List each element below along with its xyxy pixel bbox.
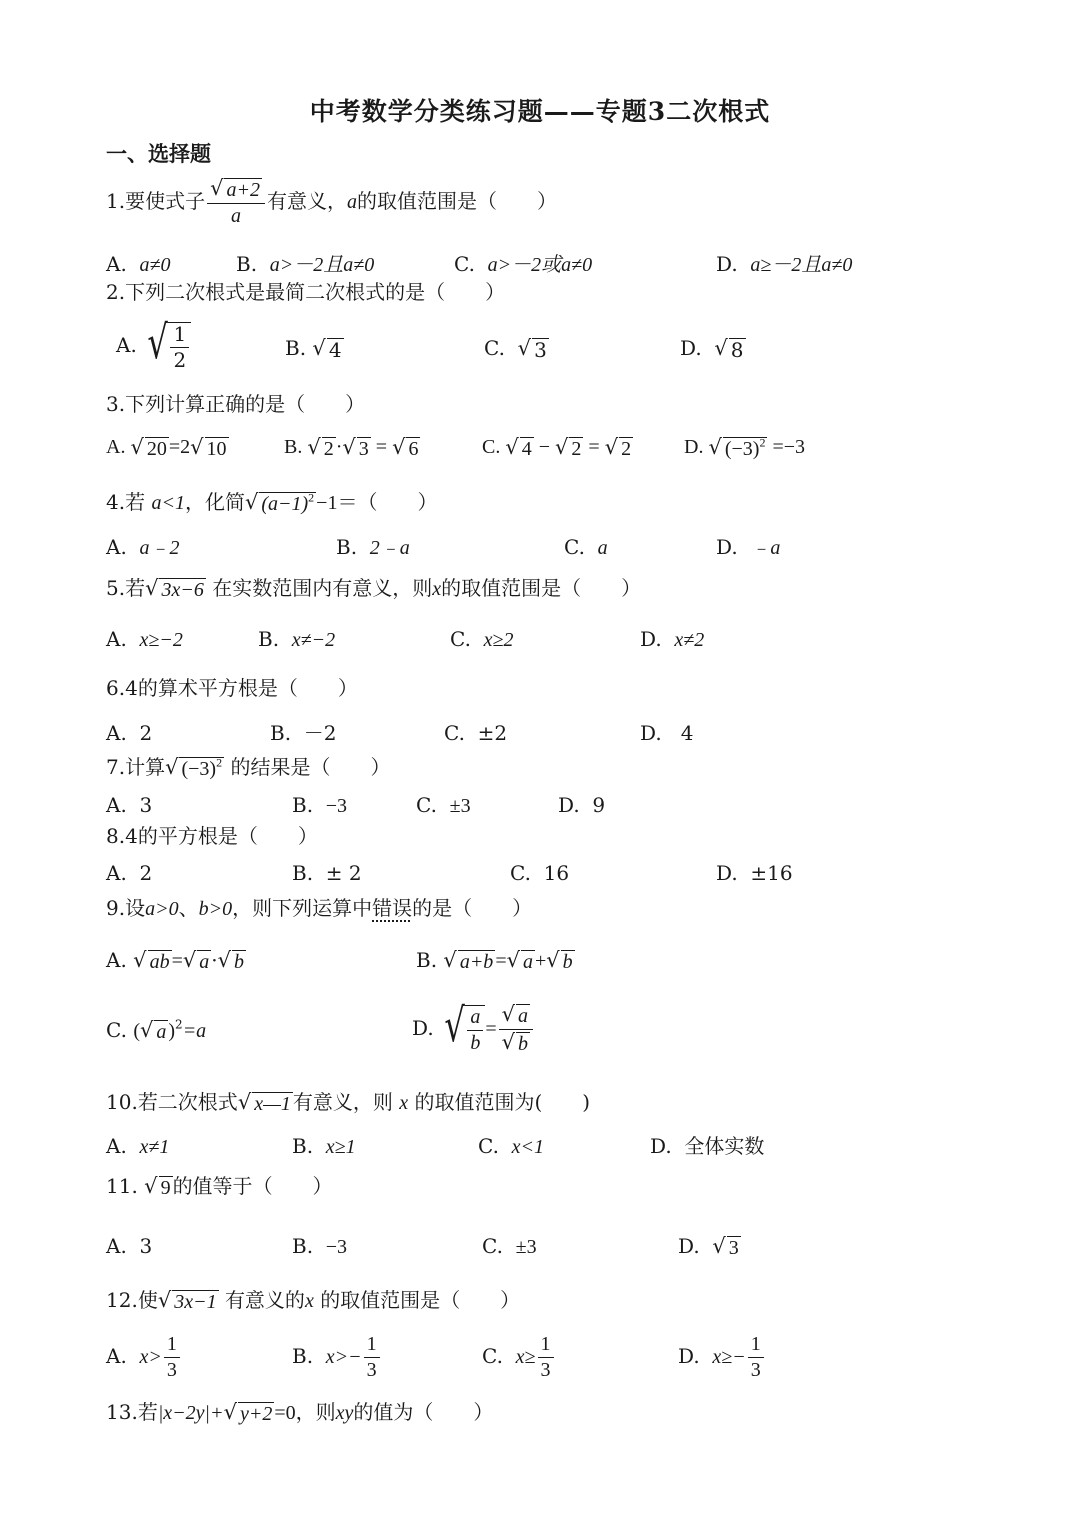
option-c: C. ( √ a )$^2$=a: [106, 1017, 207, 1043]
option-d: D. x≥− $\frac{1}{3}$: [678, 1334, 766, 1381]
option-a: A. x> $\frac{1}{3}$: [106, 1334, 182, 1381]
option-a: A. √ $\frac{1}{2}$: [116, 322, 191, 371]
question-6: 6.4的算术平方根是（ ）: [106, 676, 358, 700]
question-11: 11. √ 9 的值等于（ ）: [106, 1174, 333, 1199]
option-d: D. 全体实数: [650, 1134, 765, 1158]
option-a: A. 2: [106, 721, 153, 745]
option-c: C. ±3: [416, 793, 471, 817]
option-a: A. 2: [106, 861, 153, 885]
option-a: A. x≥−2: [106, 627, 183, 651]
option-c: C. a>－2或a≠0: [454, 252, 593, 276]
question-4: 4.若 a<1，化简 √ $(a-1)^2$ −1＝（ ）: [106, 490, 438, 515]
question-7: 7.计算 √ $(-3)^2$ 的结果是（ ）: [106, 755, 391, 780]
question-3: 3.下列计算正确的是（ ）: [106, 392, 366, 416]
option-c: C. √ 3: [484, 336, 547, 362]
question-1: 1.要使式子 √ a+2 a 有意义，a的取值范围是（ ）: [106, 176, 557, 227]
option-b: B. √ a+b = √ a + √ b: [416, 948, 573, 973]
question-13: 13.若|x−2y|+ √ y+2 =0，则xy的值为（ ）: [106, 1400, 494, 1425]
option-c: C. ±2: [444, 721, 508, 745]
option-d: D. 4: [640, 721, 694, 745]
option-a: A. x≠1: [106, 1134, 170, 1158]
option-b: B. −3: [292, 793, 348, 817]
option-c: C. x≥2: [450, 627, 514, 651]
option-c: C. x≥ $\frac{1}{3}$: [482, 1334, 556, 1381]
option-a: A. a≠0: [106, 252, 171, 276]
question-12: 12.使 √ 3x−1 有意义的x 的取值范围是（ ）: [106, 1288, 521, 1313]
option-a: A. √ 20 =2 √ 10: [106, 435, 227, 460]
question-number: 1.: [106, 189, 126, 213]
option-a: A. 3: [106, 793, 153, 817]
option-c: C. a: [564, 535, 608, 559]
option-b: B. −3: [292, 1234, 348, 1258]
option-d: D. √ 3: [678, 1234, 739, 1259]
option-b: B. √ 4: [285, 336, 342, 362]
option-b: B. 2﹣a: [336, 535, 410, 559]
section-heading: 一、选择题: [106, 141, 211, 166]
option-c: C. 16: [510, 861, 570, 885]
option-b: B. x≥1: [292, 1134, 356, 1158]
option-b: B. －2: [270, 721, 337, 745]
question-2: 2.下列二次根式是最简二次根式的是（ ）: [106, 280, 506, 304]
question-8: 8.4的平方根是（ ）: [106, 824, 318, 848]
option-d: D. √ $(-3)^2$ =−3: [684, 435, 806, 460]
option-c: C. √ 4 − √ 2 = √ 2: [482, 435, 632, 460]
fraction: √ a+2 a: [207, 178, 265, 227]
question-10: 10.若二次根式 √ x—1 有意义，则 x 的取值范围为( ): [106, 1090, 591, 1115]
option-d: D. ﹣a: [716, 535, 781, 559]
option-d: D. √ 8: [680, 336, 744, 362]
option-c: C. ±3: [482, 1234, 537, 1258]
option-a: A. a﹣2: [106, 535, 180, 559]
question-5: 5.若 √ 3x−6 在实数范围内有意义，则x的取值范围是（ ）: [106, 576, 642, 601]
option-d: D. a≥－2且a≠0: [716, 252, 853, 276]
option-a: A. 3: [106, 1234, 153, 1258]
option-d: D. 9: [558, 793, 606, 817]
option-b: B. √ 2 · √ 3 = √ 6: [284, 435, 419, 460]
option-b: B. x≠−2: [258, 627, 336, 651]
option-b: B. x>− $\frac{1}{3}$: [292, 1334, 382, 1381]
page-title: 中考数学分类练习题——专题3二次根式: [309, 97, 771, 126]
option-b: B. a>－2且a≠0: [236, 252, 375, 276]
option-b: B. ± 2: [292, 861, 362, 885]
option-c: C. x<1: [478, 1134, 545, 1158]
option-d: D. ±16: [716, 861, 793, 885]
option-d: D. x≠2: [640, 627, 705, 651]
option-a: A. √ ab = √ a · √ b: [106, 948, 244, 973]
question-9: 9.设a>0、b>0，则下列运算中错误的是（ ）: [106, 896, 533, 920]
option-d: D. √ $\frac{a}{b}$ = √ a √ b: [412, 1004, 535, 1055]
